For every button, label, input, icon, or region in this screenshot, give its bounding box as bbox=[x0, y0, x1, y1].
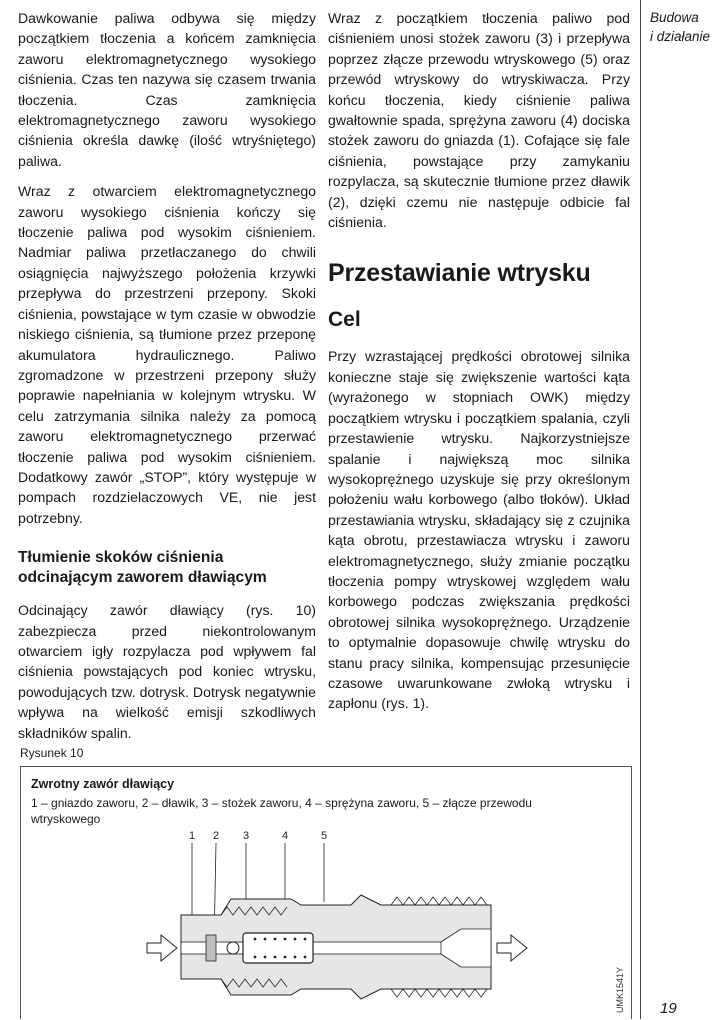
middle-column bbox=[328, 8, 630, 724]
figure-box bbox=[20, 766, 632, 1019]
paragraph-throttle-valve: Odcinający zawór dławiący (rys. 10) zabezpiecza przed niekontrolowanym otwarciem igły rozpylacza pod wpływem fal ciśnienia powstających pod koniec wtrysku, powodujących tzw. dotrysk. Dotrysk negatywnie wpływa na wielkość emisji szkodliwych składników spalin. bbox=[18, 602, 316, 741]
drawing-code: UMK1541Y bbox=[615, 966, 625, 1013]
paragraph-goal: Przy wzrastającej prędkości obrotowej silnika konieczne staje się zwiększenie wartości kąta (wyrażonego w stopniach OWK) między początkiem wtrysku i początkiem spalania, czyli przestawienie wtrysku. Najkorzystniejsze spalanie i największą moc silnika wysokoprężnego uzyskuje się przy określonym położeniu wału korbowego (albo tłoków). Układ przestawiania wtrysku, składający się z czujnika kąta obrotu, przestawiacza wtrysku i zaworu elektromagnetycznego, służy zmianie początku tłoczenia pompy wtryskowej względem wału korbowego podczas zwiększania prędkości obrotowej silnika wysokoprężnego. Urządzenie to optymalnie dopasowuje chwilę wtrysku do stanu pracy silnika, kompensując przesunięcie czasowe uwarunkowane zwłoką wtrysku i zapłonu (rys. 1). bbox=[328, 348, 630, 712]
svg-text:2: 2 bbox=[213, 830, 220, 842]
paragraph-valve-opening: Wraz z otwarciem elektromagnetycznego zaworu wysokiego ciśnienia kończy się tłoczenie paliwa pod wysokim ciśnieniem. Nadmiar paliwa przetłaczanego do chwili osiągnięcia najwyższego położenia krzywki przepływa do przestrzeni przepony. Skoki ciśnienia, powstające w tym czasie w obwodzie niskiego ciśnienia, są tłumione przez przeponę akumulatora hydraulicznego. Paliwo zgromadzone w przestrzeni przepony służy poprawie napełniania w kolejnym wtrysku. W celu zatrzymania silnika należy za pomocą zaworu elektromagnetycznego przerwać tłoczenie paliwa pod wysokim ciśnieniem. Dodatkowy zawór „STOP”, który występuje w pompach rozdzielaczowych VE, nie jest potrzebny. bbox=[18, 183, 316, 526]
side-label-line-1: Budowa bbox=[650, 10, 699, 25]
heading-pressure-damping: Tłumienie skoków ciśnienia odcinającym zaworem dławiącym bbox=[18, 549, 267, 587]
paragraph-delivery-start: Wraz z początkiem tłoczenia paliwo pod ciśnieniem unosi stożek zaworu (3) i przepływa poprzez złącze przewodu wtryskowego (5) oraz przewód wtryskowy do wtryskiwacza. Przy końcu tłoczenia, kiedy ciśnienie paliwa gwałtownie spada, sprężyna zaworu (4) dociska stożek zaworu do gniazda (1). Cofające się fale ciśnienia, powstające przy zamykaniu rozpylacza, są skutecznie tłumione przez dławik (2), dzięki czemu nie następuje odbicie fal ciśnienia. bbox=[328, 10, 630, 231]
figure-label: Rysunek 10 bbox=[20, 746, 84, 760]
flow-arrow-out-icon bbox=[497, 935, 527, 961]
flow-arrow-in-icon bbox=[147, 935, 177, 961]
side-label-line-2: i działanie bbox=[650, 29, 711, 44]
margin-divider bbox=[640, 0, 641, 1019]
callout-5 bbox=[321, 830, 327, 902]
page-number: 19 bbox=[660, 1000, 677, 1017]
valve-diagram bbox=[21, 767, 631, 1020]
subsection-title: Cel bbox=[328, 308, 361, 332]
left-column bbox=[18, 8, 316, 753]
paragraph-dosing: Dawkowanie paliwa odbywa się między początkiem tłoczenia a końcem zamknięcia zaworu elektromagnetycznego wysokiego ciśnienia. Czas ten nazywa się czasem trwania tłoczenia. Czas zamknięcia elektromagnetycznego zaworu wysokiego ciśnienia określa dawkę (ilość wtryśniętego) paliwa. bbox=[18, 10, 316, 169]
side-label bbox=[650, 8, 726, 46]
figure-title: Zwrotny zawór dławiący bbox=[31, 777, 175, 791]
svg-text:1: 1 bbox=[189, 830, 196, 842]
figure-legend: 1 – gniazdo zaworu, 2 – dławik, 3 – stożek zaworu, 4 – sprężyna zaworu, 5 – złącze przewodu wtryskowego bbox=[31, 796, 532, 826]
svg-text:4: 4 bbox=[282, 830, 289, 842]
svg-text:5: 5 bbox=[321, 830, 328, 842]
section-title: Przestawianie wtrysku bbox=[328, 259, 591, 288]
svg-text:3: 3 bbox=[243, 830, 250, 842]
